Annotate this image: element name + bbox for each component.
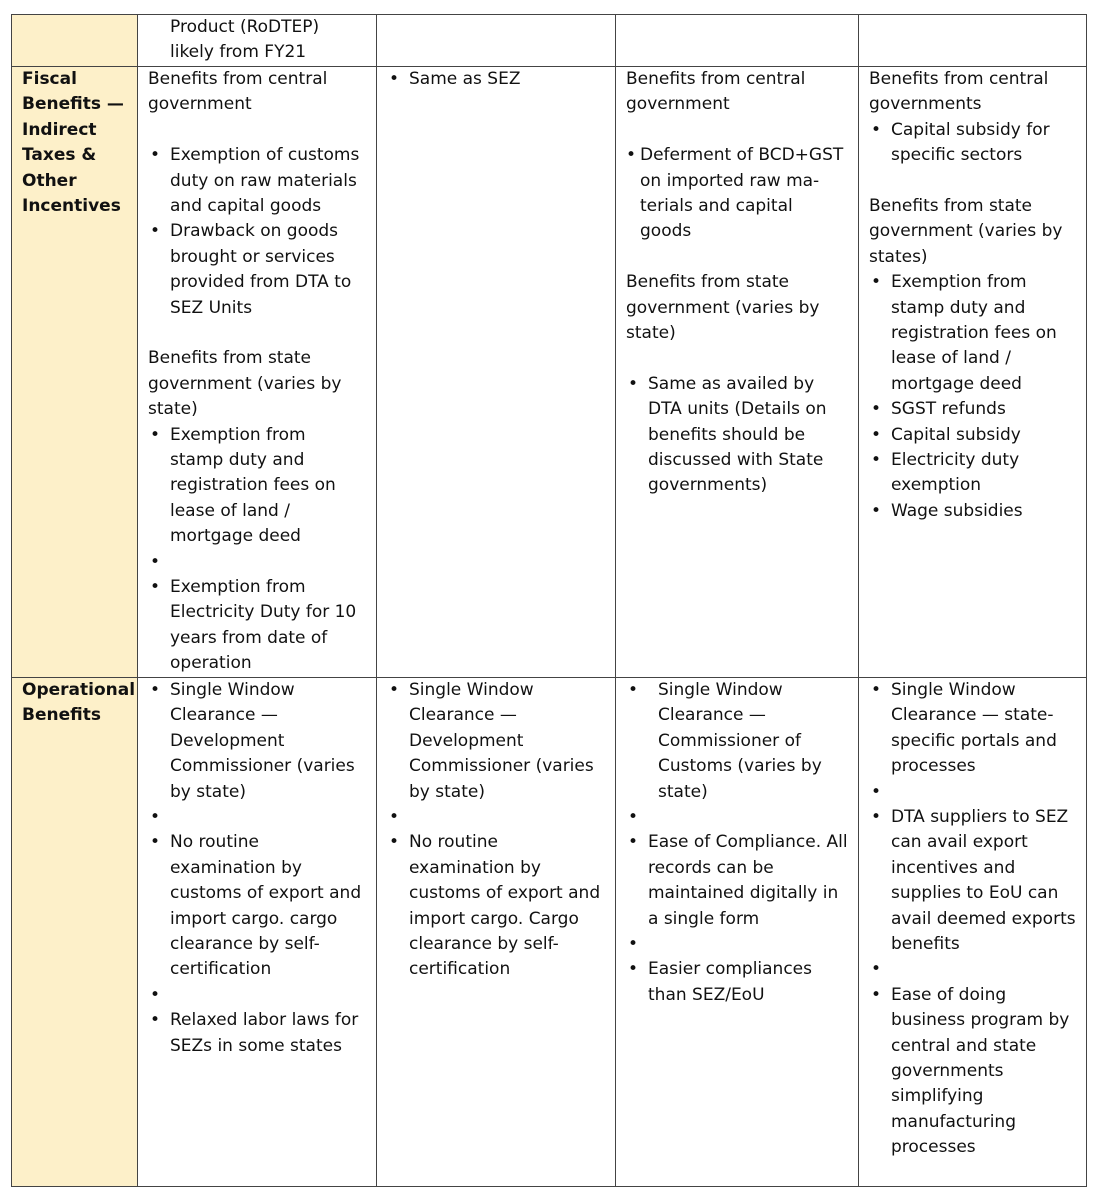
state-heading: Benefits from state government (varies by states) <box>869 196 1063 267</box>
list-item: • Ease of Compliance. All records can be maintained digitally in a single form <box>626 830 850 932</box>
list-item: • Deferment of BCD+GST on imported raw ma- terials and capital goods <box>626 143 850 245</box>
benefits-list <box>148 678 368 1059</box>
cell-moowr-operational <box>616 678 859 1187</box>
list-item: • Ease of doing business program by central and state governments simplifying manufacturing processes <box>869 983 1078 1161</box>
list-item: • Single Window Clearance — Development Commissioner (varies by state) <box>387 678 607 805</box>
list-item: • Exemption of customs duty on raw materials and capital goods <box>148 143 368 219</box>
row-header-empty <box>12 15 138 67</box>
list-item: • Capital subsidy for specific sectors <box>869 118 1078 169</box>
row-header-label: Fiscal Benefits — Indirect Taxes & Other Incentives <box>22 69 124 217</box>
state-benefits-list <box>148 423 368 677</box>
list-item: • Exemption from stamp duty and registration fees on lease of land / mortgage deed <box>148 423 368 550</box>
benefits-list <box>626 678 850 1008</box>
row-header-operational <box>12 678 138 1187</box>
table-row <box>12 678 1087 1187</box>
cell-empty <box>859 15 1087 67</box>
list-item: • Same as availed by DTA units (Details on benefits should be discussed with State governments) <box>626 372 850 499</box>
list-item: • Capital subsidy <box>869 423 1078 448</box>
list-item: • Single Window Clearance — Commissioner of Customs (varies by state) <box>626 678 850 805</box>
state-heading: Benefits from state government (varies by state) <box>626 272 820 344</box>
incentives-comparison-table <box>11 14 1087 1187</box>
cell-moowr-fiscal <box>616 67 859 678</box>
list-item: • Wage subsidies <box>869 499 1078 524</box>
list-item: • Exemption from Electricity Duty for 10 years from date of operation <box>148 575 368 677</box>
cell-text: Product (RoDTEP) likely from FY21 <box>170 17 320 63</box>
row-header-fiscal <box>12 67 138 678</box>
list-item: • Relaxed labor laws for SEZs in some states <box>148 1008 368 1059</box>
benefits-list <box>387 678 607 983</box>
table-row <box>12 67 1087 678</box>
central-heading: Benefits from central government <box>148 69 328 115</box>
list-item: • Electricity duty exemption <box>869 448 1078 499</box>
list-item: • Single Window Clearance — state- specific portals and processes <box>869 678 1078 780</box>
list-item: • No routine examination by customs of export and import cargo. cargo clearance by self- certification <box>148 830 368 982</box>
table-row <box>12 15 1087 67</box>
cell-sez-operational <box>138 678 377 1187</box>
central-benefits-list <box>626 143 850 245</box>
central-benefits-list <box>869 118 1078 169</box>
cell-stpi-fiscal <box>377 67 616 678</box>
row-header-label: Operational Benefits <box>22 680 136 726</box>
state-heading: Benefits from state government (varies by state) <box>148 348 342 420</box>
cell-empty <box>377 15 616 67</box>
list-item: • SGST refunds <box>869 397 1078 422</box>
list-item: • Drawback on goods brought or services provided from DTA to SEZ Units <box>148 219 368 321</box>
cell-empty <box>616 15 859 67</box>
list-item: • Same as SEZ <box>387 67 607 92</box>
list-item: • Exemption from stamp duty and registration fees on lease of land / mortgage deed <box>869 270 1078 397</box>
central-benefits-list <box>148 143 368 321</box>
cell-sez-continuation <box>138 15 377 67</box>
central-heading: Benefits from central government <box>626 69 806 115</box>
benefits-list <box>869 678 1078 1161</box>
cell-sez-fiscal <box>138 67 377 678</box>
list-item: • Single Window Clearance — Development Commissioner (varies by state) <box>148 678 368 805</box>
state-benefits-list <box>869 270 1078 524</box>
cell-stpi-operational <box>377 678 616 1187</box>
central-heading: Benefits from central governments <box>869 69 1049 115</box>
list-item: • No routine examination by customs of export and import cargo. Cargo clearance by self- certification <box>387 830 607 982</box>
state-benefits-list <box>626 372 850 499</box>
cell-dta-fiscal <box>859 67 1087 678</box>
list-item: • DTA suppliers to SEZ can avail export incentives and supplies to EoU can avail deemed exports benefits <box>869 805 1078 957</box>
list-item: • Easier compliances than SEZ/EoU <box>626 957 850 1008</box>
cell-dta-operational <box>859 678 1087 1187</box>
stpi-benefits-list <box>387 67 607 92</box>
